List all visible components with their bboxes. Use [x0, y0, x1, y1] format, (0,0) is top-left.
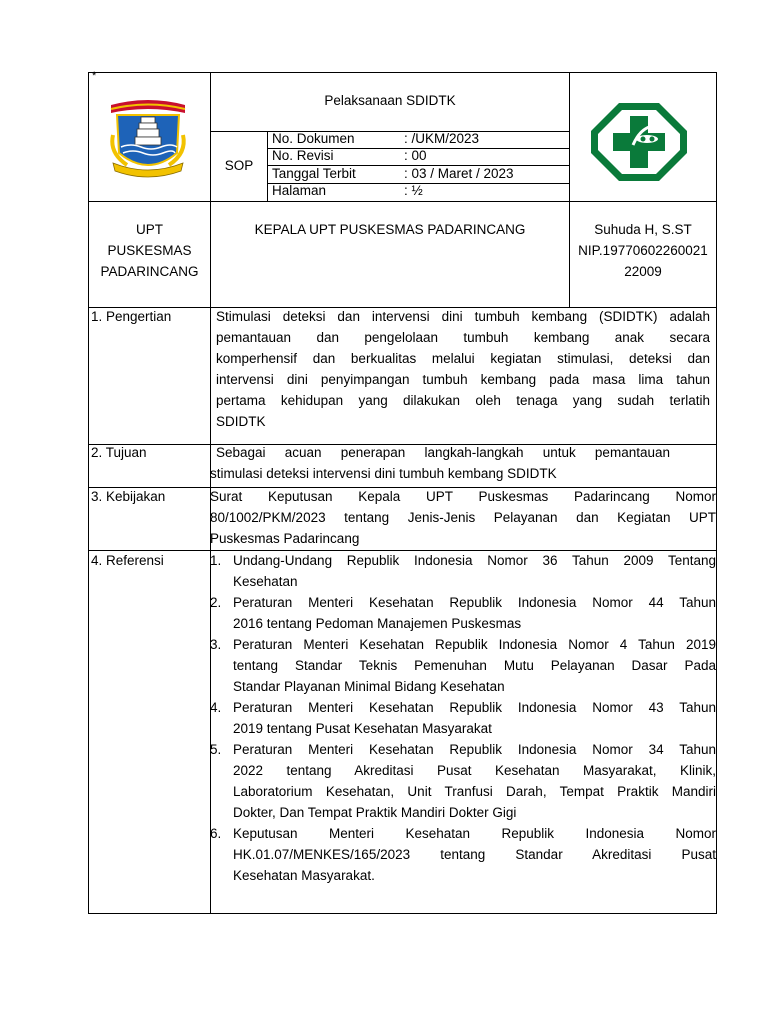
text-line: 2022 tentang Akreditasi Pusat Kesehatan Masyarakat, Klinik, — [233, 763, 716, 778]
text-line: 2016 tentang Pedoman Manajemen Puskesmas — [233, 616, 522, 631]
signer-nip-continued: 22009 — [624, 264, 662, 279]
text-line: pertama kehidupan yang dilakukan oleh tenaga yang sudah terlatih — [216, 393, 710, 408]
text-line: 80/1002/PKM/2023 tentang Jenis-Jenis Pelayanan dan Kegiatan UPT — [210, 510, 716, 525]
text-line: pemantauan dan pengelolaan tumbuh kembang anak secara — [216, 330, 710, 345]
text-line: HK.01.07/MENKES/165/2023 tentang Standar Akreditasi Pusat — [233, 847, 716, 862]
border-top — [88, 72, 717, 73]
section-body-pengertian — [216, 306, 710, 432]
text-line: Kesehatan — [233, 574, 298, 589]
text-line: SDIDTK — [216, 414, 266, 429]
meta-label: Halaman — [272, 183, 327, 198]
section-body-tujuan-line-2: stimulasi deteksi intervensi dini tumbuh kembang SDIDTK — [210, 466, 557, 481]
section-label-tujuan: 2. Tujuan — [91, 445, 147, 460]
text-line: Puskesmas Padarincang — [210, 531, 360, 546]
reference-item — [210, 550, 716, 592]
text-line: Stimulasi deteksi dan intervensi dini tumbuh kembang (SDIDTK) adalah — [216, 309, 710, 324]
meta-value: : 00 — [404, 148, 427, 163]
asterisk-mark: * — [92, 70, 97, 82]
text-line: Surat Keputusan Kepala UPT Puskesmas Padarincang Nomor — [210, 489, 716, 504]
reference-item — [210, 697, 716, 739]
text-line: Keputusan Menteri Kesehatan Republik Indonesia Nomor — [233, 826, 716, 841]
reference-number: 3. — [210, 637, 222, 652]
reference-item — [210, 739, 716, 823]
section-label-pengertian: 1. Pengertian — [91, 309, 172, 324]
text-line: Kesehatan Masyarakat. — [233, 868, 375, 883]
signer-name: Suhuda H, S.ST — [594, 222, 692, 237]
text-line: komperhensif dan berkualitas melalui kegiatan stimulasi, deteksi dan — [216, 351, 710, 366]
signer-position: KEPALA UPT PUSKESMAS PADARINCANG — [254, 222, 526, 237]
text-line: Peraturan Menteri Kesehatan Republik Indonesia Nomor 43 Tahun — [233, 700, 716, 715]
border-right — [716, 72, 717, 914]
reference-list — [210, 550, 716, 886]
meta-value: : /UKM/2023 — [404, 131, 480, 146]
text-line: Peraturan Menteri Kesehatan Republik Indonesia Nomor 4 Tahun 2019 — [233, 637, 716, 652]
puskesmas-logo-icon — [589, 101, 689, 183]
reference-number: 6. — [210, 826, 222, 841]
banten-emblem-icon — [105, 95, 191, 185]
reference-number: 1. — [210, 553, 222, 568]
section-label-referensi: 4. Referensi — [91, 553, 164, 568]
meta-label: Tanggal Terbit — [272, 166, 356, 181]
border-bottom — [88, 913, 717, 914]
signer-block — [570, 219, 716, 282]
reference-number: 4. — [210, 700, 222, 715]
text-line: tentang Standar Teknis Pemenuhan Mutu Pelayanan Dasar Pada — [233, 658, 716, 673]
divider-sop — [267, 131, 268, 201]
reference-number: 5. — [210, 742, 222, 757]
text-line: Dokter, Dan Tempat Praktik Mandiri Dokter Gigi — [233, 805, 517, 820]
text-line: Standar Playanan Minimal Bidang Kesehatan — [233, 679, 505, 694]
section-label-kebijakan: 3. Kebijakan — [91, 489, 166, 504]
org-name — [89, 219, 210, 282]
document-title: Pelaksanaan SDIDTK — [324, 93, 456, 108]
text-line: Sebagai acuan penerapan langkah-langkah untuk pemantauan — [216, 445, 670, 460]
divider-title — [210, 131, 570, 132]
org-line: PUSKESMAS — [107, 243, 192, 258]
border-left — [88, 72, 89, 914]
reference-item — [210, 592, 716, 634]
text-line: Undang-Undang Republik Indonesia Nomor 36 Tahun 2009 Tentang — [233, 553, 716, 568]
meta-label: No. Revisi — [272, 148, 334, 163]
divider-header-bottom — [88, 201, 717, 202]
meta-value: : 03 / Maret / 2023 — [404, 166, 514, 181]
reference-item — [210, 634, 716, 697]
text-line: Peraturan Menteri Kesehatan Republik Indonesia Nomor 44 Tahun — [233, 595, 716, 610]
text-line: intervensi dini penyimpangan tumbuh kembang pada masa lima tahun — [216, 372, 710, 387]
meta-value: : ½ — [404, 183, 423, 198]
org-line: UPT — [136, 222, 163, 237]
signer-nip: NIP.19770602260021 — [578, 243, 708, 258]
section-body-kebijakan — [210, 486, 716, 549]
section-body-tujuan-line-1 — [216, 442, 670, 463]
sop-label: SOP — [224, 158, 254, 173]
text-line: 2019 tentang Pusat Kesehatan Masyarakat — [233, 721, 492, 736]
reference-number: 2. — [210, 595, 222, 610]
org-line: PADARINCANG — [100, 264, 199, 279]
meta-label: No. Dokumen — [272, 131, 355, 146]
reference-item — [210, 823, 716, 886]
text-line: Peraturan Menteri Kesehatan Republik Indonesia Nomor 34 Tahun — [233, 742, 716, 757]
text-line: Laboratorium Kesehatan, Unit Tranfusi Darah, Tempat Praktik Mandiri — [233, 784, 716, 799]
